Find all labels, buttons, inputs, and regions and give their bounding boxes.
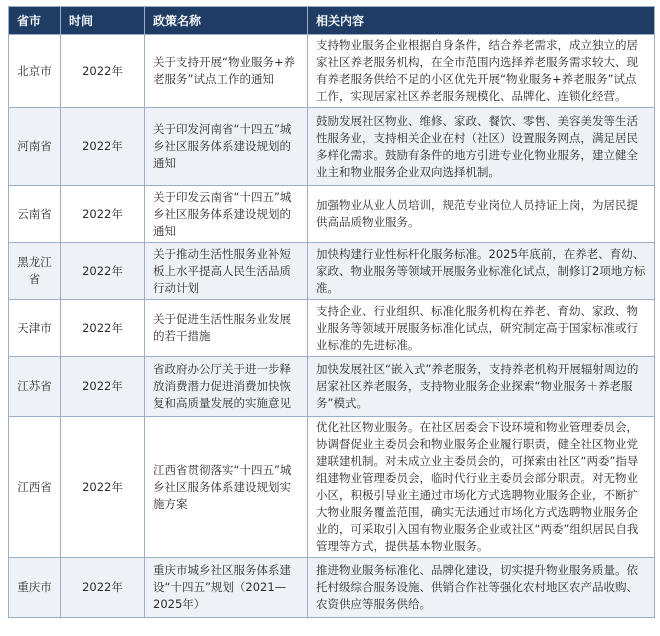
policy-table-container bbox=[8, 6, 654, 618]
table-row bbox=[9, 186, 655, 243]
cell-content: 加强物业从业人员培训，规范专业岗位人员持证上岗，为居民提供高品质物业服务。 bbox=[308, 186, 655, 243]
cell-content: 推进物业服务标准化、品牌化建设，切实提升物业服务质量。依托村级综合服务设施、供销合作社等强化农村地区农产品收购、农资供应等服务供给。 bbox=[308, 558, 655, 618]
cell-content: 加快发展社区“嵌入式”养老服务，支持养老机构开展辐射周边的居家社区养老服务，支持物业服务企业探索“物业服务＋养老服务”模式。 bbox=[308, 357, 655, 417]
cell-time: 2022年 bbox=[61, 300, 145, 357]
cell-time: 2022年 bbox=[61, 417, 145, 558]
cell-content: 加快构建行业性标杆化服务标准。2025年底前，在养老、育幼、家政、物业服务等领域开展服务业标准化试点，制修订2项地方标准。 bbox=[308, 243, 655, 300]
cell-policy-name: 重庆市城乡社区服务体系建设“十四五”规划（2021—2025年） bbox=[145, 558, 308, 618]
cell-content: 支持企业、行业组织、标准化服务机构在养老、育幼、家政、物业服务等领域开展服务标准化试点，研究制定高于国家标准或行业标准的先进标准。 bbox=[308, 300, 655, 357]
table-row bbox=[9, 108, 655, 186]
cell-province: 江西省 bbox=[9, 417, 61, 558]
table-row bbox=[9, 35, 655, 108]
cell-time: 2022年 bbox=[61, 108, 145, 186]
cell-content: 支持物业服务企业根据自身条件，结合养老需求，成立独立的居家社区养老服务机构，在全市范围内选择养老服务需求较大、现有养老服务供给不足的小区优先开展“物业服务+养老服务”试点工作，实现居家社区养老服务规模化、品牌化、连锁化经营。 bbox=[308, 35, 655, 108]
table-row bbox=[9, 300, 655, 357]
table-header bbox=[9, 7, 655, 35]
cell-time: 2022年 bbox=[61, 35, 145, 108]
table-row bbox=[9, 558, 655, 618]
cell-policy-name: 关于促进生活性服务业发展的若干措施 bbox=[145, 300, 308, 357]
cell-policy-name: 省政府办公厅关于进一步释放消费潜力促进消费加快恢复和高质量发展的实施意见 bbox=[145, 357, 308, 417]
cell-policy-name: 关于支持开展“物业服务+养老服务”试点工作的通知 bbox=[145, 35, 308, 108]
cell-time: 2022年 bbox=[61, 558, 145, 618]
table-body bbox=[9, 35, 655, 618]
cell-policy-name: 江西省贯彻落实“十四五”城乡社区服务体系建设规划实施方案 bbox=[145, 417, 308, 558]
table-row bbox=[9, 243, 655, 300]
cell-province: 黑龙江省 bbox=[9, 243, 61, 300]
table-row bbox=[9, 357, 655, 417]
cell-policy-name: 关于推动生活性服务业补短板上水平提高人民生活品质行动计划 bbox=[145, 243, 308, 300]
cell-province: 河南省 bbox=[9, 108, 61, 186]
cell-province: 江苏省 bbox=[9, 357, 61, 417]
header-time: 时间 bbox=[61, 7, 145, 35]
header-content: 相关内容 bbox=[308, 7, 655, 35]
header-row bbox=[9, 7, 655, 35]
cell-province: 北京市 bbox=[9, 35, 61, 108]
header-policy-name: 政策名称 bbox=[145, 7, 308, 35]
header-province: 省市 bbox=[9, 7, 61, 35]
cell-policy-name: 关于印发云南省“十四五”城乡社区服务体系建设规划的通知 bbox=[145, 186, 308, 243]
cell-time: 2022年 bbox=[61, 357, 145, 417]
cell-province: 云南省 bbox=[9, 186, 61, 243]
table-row bbox=[9, 417, 655, 558]
cell-time: 2022年 bbox=[61, 243, 145, 300]
cell-province: 重庆市 bbox=[9, 558, 61, 618]
policy-table bbox=[8, 6, 655, 618]
cell-province: 天津市 bbox=[9, 300, 61, 357]
cell-content: 鼓励发展社区物业、维修、家政、餐饮、零售、美容美发等生活性服务业，支持相关企业在村（社区）设置服务网点，满足居民多样化需求。鼓励有条件的地方引进专业化物业服务，建立健全业主和物业服务企业双向选择机制。 bbox=[308, 108, 655, 186]
cell-time: 2022年 bbox=[61, 186, 145, 243]
cell-policy-name: 关于印发河南省“十四五”城乡社区服务体系建设规划的通知 bbox=[145, 108, 308, 186]
cell-content: 优化社区物业服务。在社区居委会下设环境和物业管理委员会，协调督促业主委员会和物业服务企业履行职责，健全社区物业党建联建机制。对未成立业主委员会的，可探索由社区“两委”指导组建物业管理委员会，临时代行业主委员会部分职责。对无物业小区，积极引导业主通过市场化方式选聘物业服务企业，不断扩大物业服务覆盖范围，确实无法通过市场化方式选聘物业服务企业的，可采取引入国有物业服务企业或社区“两委”组织居民自我管理等方式，提供基本物业服务。 bbox=[308, 417, 655, 558]
